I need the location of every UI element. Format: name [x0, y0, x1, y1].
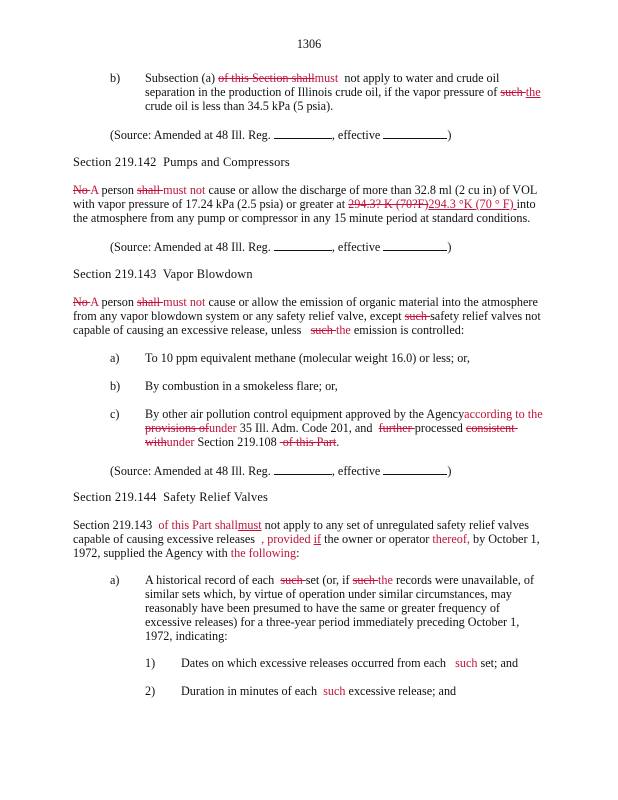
text-run: emission is controlled: [350, 323, 465, 337]
paragraph-text [73, 183, 548, 225]
inserted-text: A [90, 183, 99, 197]
text-run: By combustion in a smokeless flare; or, [145, 379, 338, 393]
register-blank [274, 127, 332, 139]
text-run: Duration in minutes of each [181, 684, 324, 698]
text-run: excessive release; and [345, 684, 457, 698]
deleted-text: No [73, 295, 91, 309]
source-prefix: (Source: Amended at 48 Ill. Reg. [110, 464, 274, 478]
text-run: Dates on which excessive releases occurred from each [181, 656, 456, 670]
paragraph-text [145, 407, 545, 449]
deleted-text: such [352, 573, 379, 587]
source-prefix: (Source: Amended at 48 Ill. Reg. [110, 128, 274, 142]
section-heading-text: Section 219.142 Pumps and Compressors [73, 155, 290, 169]
inserted-text: the [335, 323, 351, 337]
deleted-text: such [500, 85, 526, 99]
paragraph-text [73, 295, 548, 337]
register-blank [274, 463, 332, 475]
inserted-text: must not [163, 183, 206, 197]
deleted-text: such [404, 309, 431, 323]
page-number: 1306 [296, 37, 322, 51]
inserted-text: thereof, [432, 532, 470, 546]
source-effective: , effective [331, 464, 384, 478]
list-item-label: b) [110, 71, 121, 85]
list-item-label: b) [110, 379, 121, 393]
text-run: into the atmosphere from any pump or compressor in any 15 minute period at standard conditions. [73, 197, 539, 225]
inserted-text: the following [230, 546, 297, 560]
deleted-text: provisions of [145, 421, 209, 435]
text-run: By other air pollution control equipment approved by the Agency [145, 407, 465, 421]
source-suffix: ) [447, 464, 452, 478]
paragraph-text [181, 656, 551, 670]
deleted-text: further [378, 421, 415, 435]
text-run: crude oil is less than 34.5 kPa (5 psia). [145, 85, 544, 113]
source-effective: , effective [331, 240, 384, 254]
paragraph-text [145, 351, 545, 365]
text-run: set; and [477, 656, 519, 670]
inserted-text: under [166, 435, 195, 449]
paragraph-text [145, 379, 545, 393]
list-item-label: a) [110, 573, 120, 587]
text-run: not apply to any set of unregulated safety relief valves capable of causing excessive releases [73, 518, 532, 546]
list-item-label: 1) [145, 656, 156, 670]
deleted-text: of this Section shall [218, 71, 315, 85]
text-run: . [336, 435, 340, 449]
inserted-text: must [237, 518, 262, 532]
text-run: person [98, 183, 138, 197]
deleted-text: shall [137, 295, 164, 309]
inserted-text: the [525, 85, 541, 99]
text-run: by October 1, 1972, supplied the Agency with [73, 532, 543, 560]
deleted-text: shall [137, 183, 164, 197]
inserted-text: A [90, 295, 99, 309]
deleted-text: such [310, 323, 336, 337]
effective-date-blank [383, 239, 447, 251]
inserted-text: must not [163, 295, 206, 309]
text-run: the owner or operator [321, 532, 433, 546]
inserted-text: such [455, 656, 478, 670]
text-run: processed [414, 421, 466, 435]
inserted-text: 294.3 °K (70 ° F) [428, 197, 517, 211]
text-run: 35 Ill. Adm. Code 201, and [236, 421, 379, 435]
list-item-label: c) [110, 407, 120, 421]
inserted-text: must [314, 71, 339, 85]
text-run: Section 219.143 [73, 518, 159, 532]
effective-date-blank [383, 127, 447, 139]
deleted-text: such [280, 573, 306, 587]
paragraph-text [145, 573, 545, 643]
text-run: person [98, 295, 138, 309]
effective-date-blank [383, 463, 447, 475]
source-prefix: (Source: Amended at 48 Ill. Reg. [110, 240, 274, 254]
inserted-text: under [208, 421, 237, 435]
text-run: A historical record of each [145, 573, 281, 587]
deleted-text: consistent with [145, 421, 518, 449]
text-run: safety relief valves not capable of causing an excessive release, unless [73, 309, 544, 337]
text-run: Subsection (a) [145, 71, 219, 85]
list-item-label: a) [110, 351, 120, 365]
register-blank [274, 239, 332, 251]
text-run: cause or allow the emission of organic material into the atmosphere from any vapor blowdown system or any safety relief valve, except [73, 295, 541, 323]
paragraph-text [181, 684, 551, 698]
deleted-text: 294.3? K (70?F) [348, 197, 429, 211]
inserted-text: , provided [261, 532, 314, 546]
inserted-text: such [323, 684, 346, 698]
inserted-text: of this Part shall [158, 518, 238, 532]
text-run: cause or allow the discharge of more than 32.8 ml (2 cu in) of VOL with vapor pressure of 17.24 kPa (2.5 psia) or greater at [73, 183, 540, 211]
text-run: : [296, 546, 300, 560]
source-suffix: ) [447, 240, 452, 254]
paragraph-text [73, 518, 548, 560]
source-suffix: ) [447, 128, 452, 142]
inserted-text: if [313, 532, 322, 546]
text-run: not apply to water and crude oil separation in the production of Illinois crude oil, if the vapor pressure of [145, 71, 503, 99]
inserted-text: according to the [464, 407, 546, 421]
list-item-label: 2) [145, 684, 156, 698]
inserted-text: the [378, 573, 393, 587]
deleted-text: of this Part [279, 435, 337, 449]
text-run: records were unavailable, of similar sets which, by virtue of operation under similar circumstances, may reasonably have been presumed to have the same or greater frequency of excessive releases) for a three-year period immediately preceding October 1, 1972, indicating: [145, 573, 538, 643]
source-effective: , effective [331, 128, 384, 142]
section-heading-text: Section 219.143 Vapor Blowdown [73, 267, 253, 281]
text-run: To 10 ppm equivalent methane (molecular weight 16.0) or less; or, [145, 351, 470, 365]
deleted-text: No [73, 183, 91, 197]
paragraph-text [145, 71, 545, 113]
section-heading-text: Section 219.144 Safety Relief Valves [73, 490, 269, 504]
text-run: set (or, if [305, 573, 353, 587]
text-run: Section 219.108 [194, 435, 280, 449]
